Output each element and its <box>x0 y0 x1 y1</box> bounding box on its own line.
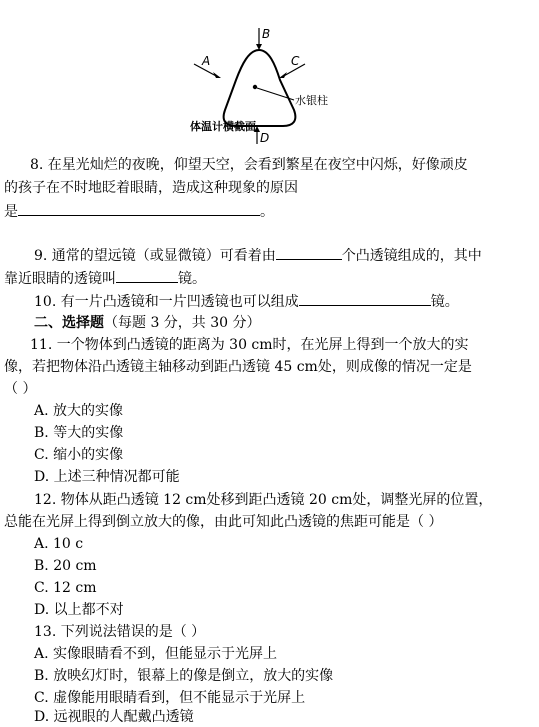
q8-suffix: 。 <box>260 204 274 220</box>
thermometer-outline <box>224 50 296 126</box>
q13-option-b: B. 放映幻灯时，银幕上的像是倒立，放大的实像 <box>34 668 334 684</box>
mercury-column-dot <box>253 85 257 89</box>
q10-blank <box>299 291 431 306</box>
q11-line-2: 像，若把物体沿凸透镜主轴移动到距凸透镜 45 cm处，则成像的情况一定是 <box>4 359 472 375</box>
q9-line-1 <box>34 245 482 266</box>
q9-text-b: 个凸透镜组成的，其中 <box>341 248 482 264</box>
q11-option-b: B. 等大的实像 <box>34 425 124 441</box>
q9-blank-1 <box>276 245 342 260</box>
q9-text-c: 靠近眼睛的透镜叫 <box>4 271 116 287</box>
q13-option-c: C. 虚像能用眼睛看到，但不能显示于光屏上 <box>34 690 306 706</box>
q13-option-a: A. 实像眼睛看不到，但能显示于光屏上 <box>34 646 278 662</box>
q12-option-b: B. 20 cm <box>34 558 97 574</box>
q11-line-1: 11. 一个物体到凸透镜的距离为 30 cm时，在光屏上得到一个放大的实 <box>30 337 469 353</box>
q11-line-3: （ ） <box>4 381 37 397</box>
q10-text-a: 10. 有一片凸透镜和一片凹透镜也可以组成 <box>34 294 299 310</box>
section-2-title: 二、选择题 <box>34 315 104 331</box>
q8-line-3 <box>4 201 274 222</box>
label-c: C <box>291 54 300 68</box>
q12-option-d: D. 以上都不对 <box>34 602 124 618</box>
q9-text-a: 9. 通常的望远镜（或显微镜）可看着由 <box>34 248 276 264</box>
q13-option-d: D. 远视眼的人配戴凸透镜 <box>34 709 194 725</box>
label-d: D <box>260 131 270 145</box>
q12-option-a: A. 10 c <box>34 536 84 552</box>
q11-option-c: C. 缩小的实像 <box>34 447 124 463</box>
q9-blank-2 <box>116 268 178 283</box>
label-a: A <box>202 54 211 68</box>
section-2-heading <box>34 313 261 333</box>
q11-option-d: D. 上述三种情况都可能 <box>34 469 180 485</box>
q8-line-2: 的孩子在不时地眨着眼睛，造成这种现象的原因 <box>4 180 298 196</box>
q10-line <box>34 291 459 312</box>
q12-option-c: C. 12 cm <box>34 580 97 596</box>
q9-text-d: 镜。 <box>178 271 206 287</box>
q11-option-a: A. 放大的实像 <box>34 403 124 419</box>
section-2-note: （每题 3 分，共 30 分） <box>104 315 261 331</box>
thermometer-cross-section-figure <box>170 18 370 146</box>
q8-answer-blank <box>18 201 260 216</box>
label-b: B <box>262 27 271 41</box>
q9-line-2 <box>4 268 206 289</box>
q8-line-1: 8. 在星光灿烂的夜晚，仰望天空，会看到繁星在夜空中闪烁，好像顽皮 <box>30 157 468 173</box>
q13-line-1: 13. 下列说法错误的是（ ） <box>34 624 206 640</box>
q10-text-b: 镜。 <box>430 294 459 310</box>
mercury-label: 水银柱 <box>295 94 328 107</box>
figure-caption: 体温计横截面 <box>190 120 256 133</box>
mercury-leader-line <box>257 88 294 100</box>
q8-prefix: 是 <box>4 204 18 220</box>
q12-line-1: 12. 物体从距凸透镜 12 cm处移到距凸透镜 20 cm处，调整光屏的位置， <box>34 492 493 508</box>
q12-line-2: 总能在光屏上得到倒立放大的像，由此可知此凸透镜的焦距可能是（ ） <box>4 514 443 530</box>
